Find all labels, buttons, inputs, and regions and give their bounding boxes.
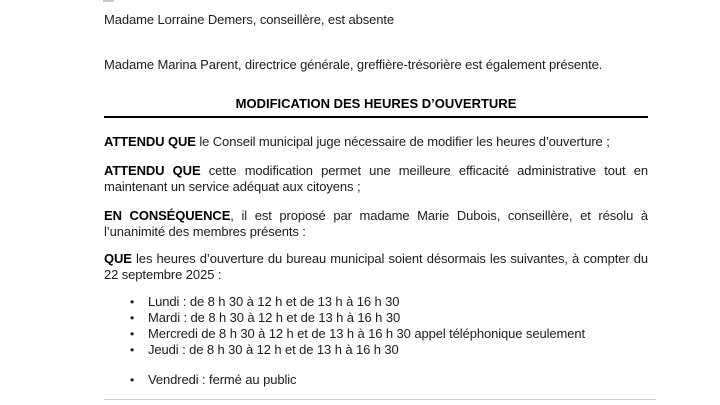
paragraph-lead: EN CONSÉQUENCE <box>104 208 231 223</box>
list-item <box>104 310 648 326</box>
bullet-icon: • <box>130 373 135 387</box>
bullet-icon: • <box>130 311 135 325</box>
attendance-line-absent: Madame Lorraine Demers, conseillère, est absente <box>104 12 395 27</box>
paragraph-text: cette modification permet une meilleure efficacité administrative tout en maintenant un service adéquat aux citoyens ; <box>104 163 648 194</box>
bullet-icon: • <box>130 343 135 357</box>
schedule-monday: Lundi : de 8 h 30 à 12 h et de 13 h à 16 h 30 <box>148 294 400 309</box>
paragraph-text: le Conseil municipal juge nécessaire de modifier les heures d’ouverture ; <box>195 134 610 149</box>
paragraph-text: les heures d’ouverture du bureau municipal soient désormais les suivantes, à compter du 22 septembre 2025 : <box>104 251 648 282</box>
section-heading-text: MODIFICATION DES HEURES D’OUVERTURE <box>235 96 517 111</box>
schedule-thursday: Jeudi : de 8 h 30 à 12 h et de 13 h à 16 h 30 <box>148 342 399 357</box>
list-item <box>104 342 648 358</box>
schedule-wednesday: Mercredi de 8 h 30 à 12 h et de 13 h à 16 h 30 appel téléphonique seulement <box>148 326 585 341</box>
paragraph-consequence <box>104 208 648 240</box>
cropped-text-remnant-top <box>103 0 114 2</box>
cropped-text-remnant-bottom <box>104 399 656 400</box>
paragraph-text: , il est proposé par madame Marie Dubois, conseillère, et résolu à l’unanimité des membres présents : <box>104 208 648 239</box>
paragraph-lead: ATTENDU QUE <box>104 163 201 178</box>
paragraph-lead: QUE <box>104 251 132 266</box>
list-item <box>104 294 648 310</box>
schedule-tuesday: Mardi : de 8 h 30 à 12 h et de 13 h à 16 h 30 <box>148 310 401 325</box>
schedule-friday-text: Vendredi : fermé au public <box>148 372 297 387</box>
section-heading <box>104 96 648 118</box>
schedule-list <box>104 294 648 358</box>
list-item <box>104 326 648 342</box>
bullet-icon: • <box>130 327 135 341</box>
paragraph-que-heures <box>104 251 648 283</box>
bullet-icon: • <box>130 295 135 309</box>
schedule-friday-closed <box>104 372 692 388</box>
paragraph-attendu-1 <box>104 134 648 150</box>
paragraph-lead: ATTENDU QUE <box>104 134 196 149</box>
paragraph-attendu-2 <box>104 163 648 195</box>
attendance-line-present: Madame Marina Parent, directrice générale, greffière-trésorière est également présente. <box>104 57 603 72</box>
